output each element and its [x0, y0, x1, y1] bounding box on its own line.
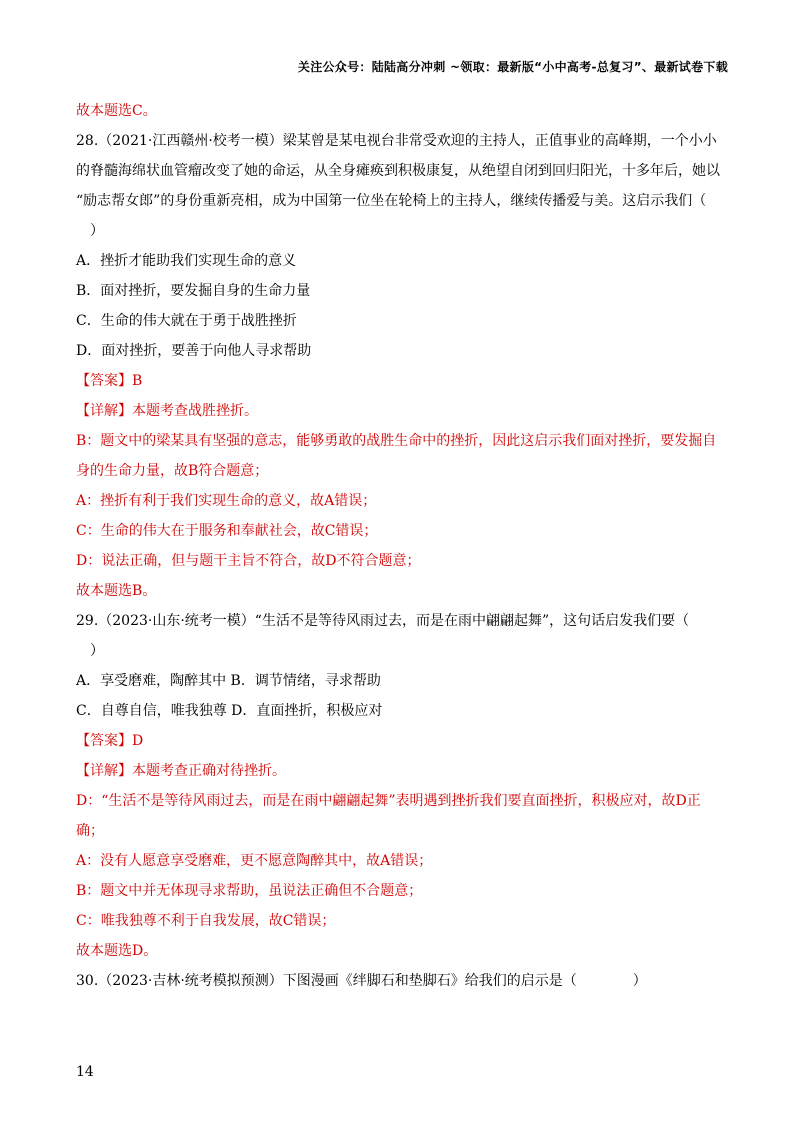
explanation-29-d-line2: 确； [76, 823, 104, 839]
explanation-28-b-line2: 身的生命力量，故B符合题意； [76, 463, 269, 479]
question-28-option-c: C．生命的伟大就在于勇于战胜挫折 [76, 313, 297, 329]
question-28-stem-line4: ） [90, 223, 104, 239]
document-body [76, 96, 736, 996]
explanation-28-c: C：生命的伟大在于服务和奉献社会，故C错误； [76, 523, 378, 539]
question-28-option-a: A．挫折才能助我们实现生命的意义 [76, 253, 297, 269]
question-29-stem-line1: 29.（2023·山东·统考一模）“生活不是等待风雨过去，而是在雨中翩翩起舞”，这句话启发我们要（ [76, 613, 690, 629]
question-28-stem-line2: 的脊髓海绵状血管瘤改变了她的命运，从全身瘫痪到积极康复，从绝望自闭到回归阳光，十多年后，她以 [76, 163, 720, 179]
explanation-29-c: C：唯我独尊不利于自我发展，故C错误； [76, 913, 336, 929]
detail-29: 【详解】本题考查正确对待挫折。 [76, 763, 286, 779]
explanation-28-d: D：说法正确，但与题干主旨不符合，故D不符合题意； [76, 553, 421, 569]
question-29-options-ab: A．享受磨难，陶醉其中 B．调节情绪，寻求帮助 [76, 673, 381, 689]
explanation-29-b: B：题文中并无体现寻求帮助，虽说法正确但不合题意； [76, 883, 423, 899]
explanation-28-a: A：挫折有利于我们实现生命的意义，故A错误； [76, 493, 377, 509]
page-header: 关注公众号：陆陆高分冲刺 ~领取：最新版“小中高考-总复习”、最新试卷下载 [297, 60, 728, 74]
answer-29: 【答案】D [76, 733, 144, 749]
question-30-stem: 30.（2023·吉林·统考模拟预测）下图漫画《绊脚石和垫脚石》给我们的启示是（ ） [76, 973, 647, 989]
question-28-stem-line3: “励志帮女郎”的身份重新亮相，成为中国第一位坐在轮椅上的主持人，继续传播爱与美。这启示我们（ [76, 193, 707, 209]
question-28-option-b: B．面对挫折，要发掘自身的生命力量 [76, 283, 311, 299]
question-28-stem-line1: 28.（2021·江西赣州·校考一模）梁某曾是某电视台非常受欢迎的主持人，正值事业的高峰期，一个小小 [76, 133, 717, 149]
question-29-stem-line2: ） [90, 643, 104, 659]
explanation-29-a: A：没有人愿意享受磨难，更不愿意陶醉其中，故A错误； [76, 853, 433, 869]
question-28-option-d: D．面对挫折，要善于向他人寻求帮助 [76, 343, 312, 359]
conclusion-27: 故本题选C。 [76, 103, 157, 119]
question-29-options-cd: C．自尊自信，唯我独尊 D．直面挫折，积极应对 [76, 703, 383, 719]
answer-28: 【答案】B [76, 373, 143, 389]
conclusion-29: 故本题选D。 [76, 943, 158, 959]
conclusion-28: 故本题选B。 [76, 583, 157, 599]
detail-28: 【详解】本题考查战胜挫折。 [76, 403, 258, 419]
explanation-29-d-line1: D：“生活不是等待风雨过去，而是在雨中翩翩起舞”表明遇到挫折我们要直面挫折，积极应对，故D正 [76, 793, 701, 809]
page-number: 14 [76, 1064, 94, 1080]
explanation-28-b-line1: B：题文中的梁某具有坚强的意志，能够勇敢的战胜生命中的挫折，因此这启示我们面对挫折，要发掘自 [76, 433, 717, 449]
